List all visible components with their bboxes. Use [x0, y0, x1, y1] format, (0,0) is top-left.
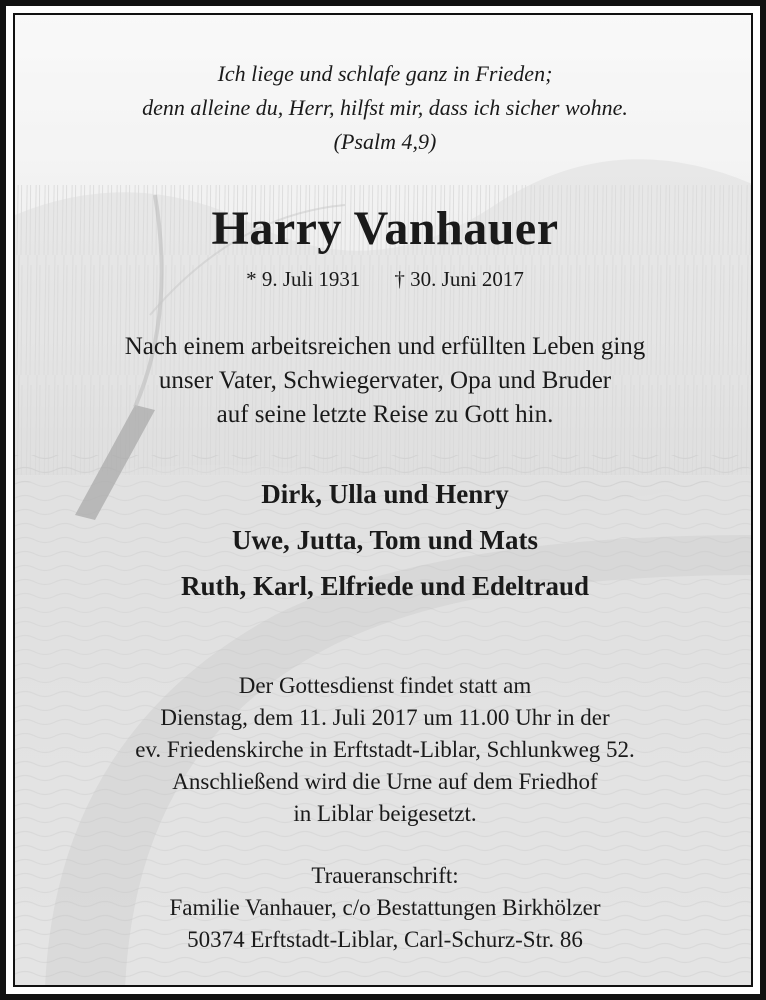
deceased-name: Harry Vanhauer	[211, 202, 559, 255]
life-dates	[15, 267, 753, 292]
address-line-1: Familie Vanhauer, c/o Bestattungen Birkhölzer	[169, 895, 601, 920]
service-line-2: Dienstag, dem 11. Juli 2017 um 11.00 Uhr in der	[160, 705, 610, 730]
service-line-3: ev. Friedenskirche in Erftstadt-Liblar, Schlunkweg 52.	[135, 737, 635, 762]
message-line-2: unser Vater, Schwiegervater, Opa und Bruder	[158, 367, 612, 394]
service-line-5: in Liblar beigesetzt.	[293, 801, 477, 826]
service-line-1: Der Gottesdienst findet statt am	[238, 673, 532, 698]
psalm-citation: (Psalm 4,9)	[333, 129, 437, 154]
family-line-1: Dirk, Ulla und Henry	[261, 479, 509, 509]
address-line-2: 50374 Erftstadt-Liblar, Carl-Schurz-Str. 86	[187, 927, 583, 952]
psalm-line-2: denn alleine du, Herr, hilfst mir, dass ich sicher wohne.	[142, 95, 628, 120]
obituary-content	[15, 15, 753, 987]
death-date: † 30. Juni 2017	[394, 267, 524, 291]
service-line-4: Anschließend wird die Urne auf dem Friedhof	[172, 769, 598, 794]
psalm-line-1: Ich liege und schlafe ganz in Frieden;	[217, 61, 553, 86]
address-heading: Traueranschrift:	[311, 863, 459, 888]
message-line-1: Nach einem arbeitsreichen und erfüllten Leben ging	[124, 333, 646, 360]
birth-date: * 9. Juli 1931	[246, 267, 361, 291]
family-line-3: Ruth, Karl, Elfriede und Edeltraud	[180, 571, 590, 601]
obituary-card	[13, 13, 753, 987]
family-line-2: Uwe, Jutta, Tom und Mats	[231, 525, 539, 555]
message-line-3: auf seine letzte Reise zu Gott hin.	[216, 401, 554, 428]
